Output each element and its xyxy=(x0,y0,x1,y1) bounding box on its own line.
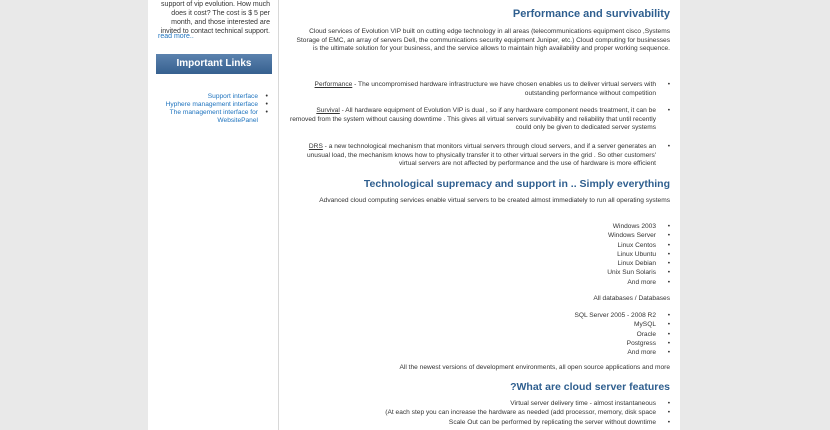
intro-paragraph: Cloud services of Evolution VIP built on cutting edge technology in all areas (telecommunications equipment cisco ,Systems Storage of EMC, an array of servers Dell, the communications security equipment Juniper, etc.) Cloud computing for businesses is the ultimate solution for your business, and the service allows to maintain high availability and proper working sequence. xyxy=(296,28,670,53)
cloud-feature-item: (At each step you can increase the hardware as needed (add processor, memory, disk space • xyxy=(385,408,670,417)
db-item: SQL Server 2005 - 2008 R2 • xyxy=(575,311,671,320)
feature-drs xyxy=(290,143,670,169)
os-item: Unix Sun Solaris • xyxy=(607,268,670,277)
feature-text: - a new technological mechanism that monitors virtual servers through cloud servers, and if a server generates an unusual load, the mechanism knows how to physically transfer it to other virtual servers in the grid . So other customers' virtual servers are not affected by performance and the use of hardware is more efficient xyxy=(306,143,656,168)
main-content xyxy=(286,0,670,430)
important-links-header: Important Links xyxy=(156,54,272,74)
feature-term: DRS xyxy=(308,143,323,150)
os-item: Windows 2003 • xyxy=(607,222,670,231)
promo-line: does it cost? The cost is $ 5 per xyxy=(171,10,270,17)
cloud-features-list xyxy=(385,399,670,427)
promo-line: month, and those interested are xyxy=(171,19,270,26)
link-websitepanel-interface[interactable]: The management interface for WebsitePanel • xyxy=(150,109,268,125)
promo-text xyxy=(152,0,270,36)
os-intro: Advanced cloud computing services enable virtual servers to be created almost immediately to run all operating systems xyxy=(319,197,670,204)
db-item: Oracle • xyxy=(575,330,671,339)
heading-performance: Performance and survivability xyxy=(512,8,670,20)
promo-line: invited to contact technical support. xyxy=(160,28,270,35)
feature-text: - All hardware equipment of Evolution VIP is dual , so if any hardware component needs treatment, it can be removed from the system without causing downtime . This gives all virtual servers survivability and reliability that until recently could only be given to dedicated server systems xyxy=(290,107,656,132)
os-list xyxy=(607,222,670,287)
db-item: Postgress • xyxy=(575,339,671,348)
cloud-feature-item: Virtual server delivery time - almost instantaneous • xyxy=(385,399,670,408)
cloud-feature-item: Scale Out can be performed by replicating the server without downtime • xyxy=(385,418,670,427)
databases-label: All databases / Databases xyxy=(593,295,670,302)
heading-cloud-features: ?What are cloud server features xyxy=(510,381,670,393)
link-hyphere-interface[interactable]: Hyphere management interface • xyxy=(150,101,268,109)
os-item: Linux Debian • xyxy=(607,259,670,268)
dev-environments-text: All the newest versions of development environments, all open source applications and more xyxy=(399,364,670,371)
column-divider xyxy=(278,0,279,430)
feature-term: Performance xyxy=(314,81,353,88)
os-item: Linux Ubuntu • xyxy=(607,250,670,259)
db-item: And more • xyxy=(575,348,671,357)
db-list xyxy=(575,311,671,357)
important-links-list xyxy=(150,93,268,125)
promo-line: support of vip evolution. How much xyxy=(161,1,270,8)
link-support-interface[interactable]: Support interface • xyxy=(150,93,268,101)
feature-performance xyxy=(290,81,670,98)
os-item: And more • xyxy=(607,278,670,287)
feature-survival xyxy=(290,107,670,133)
db-item: MySQL • xyxy=(575,320,671,329)
read-more-link[interactable]: read more.. xyxy=(158,33,194,40)
feature-term: Survival xyxy=(316,107,340,114)
heading-tech-supremacy: Technological supremacy and support in .. Simply everything xyxy=(363,178,670,190)
os-item: Windows Server • xyxy=(607,231,670,240)
os-item: Linux Centos • xyxy=(607,241,670,250)
feature-text: - The uncompromised hardware infrastructure we have chosen enables us to deliver virtual servers with outstanding performance without competition xyxy=(352,81,656,97)
